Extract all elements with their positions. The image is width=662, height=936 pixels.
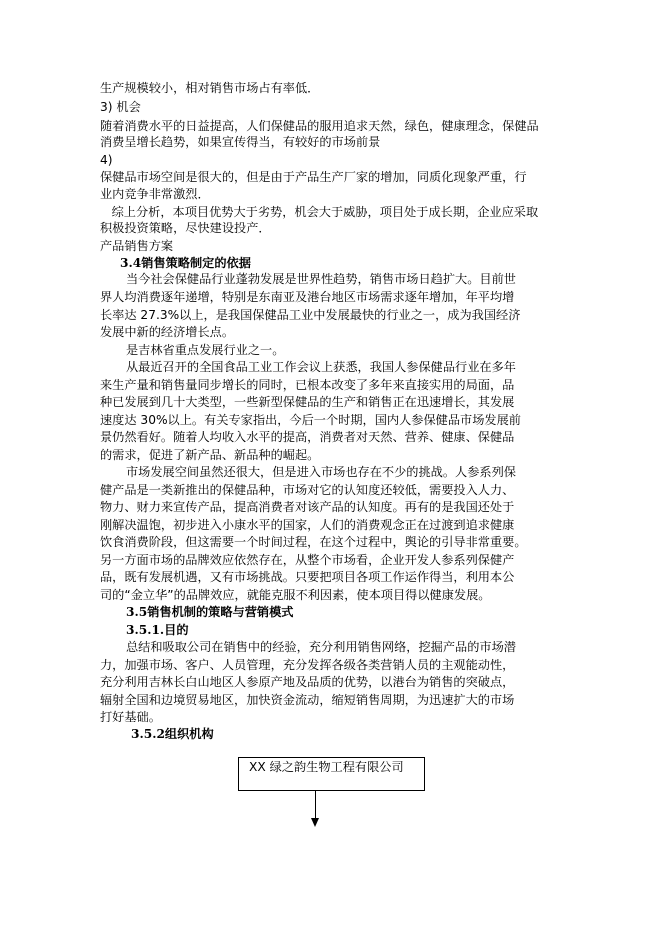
text-line: 健产品是一类新推出的保健品种，市场对它的认知度还较低，需要投入人力、 xyxy=(100,483,515,497)
section-heading: 3.4销售策略制定的依据 xyxy=(120,256,251,270)
text-line: 总结和吸取公司在销售中的经验，充分利用销售网络，挖掘产品的市场潜 xyxy=(126,640,516,654)
text-line: 发展中新的经济增长点。 xyxy=(100,325,235,339)
text-line: 物力、财力来宣传产品，提高消费者对该产品的认知度。再有的是我国还处于 xyxy=(100,500,515,514)
text-line: 品，既有发展机遇，又有市场挑战。只要把项目各项工作运作得当，利用本公 xyxy=(100,570,515,584)
text-line: 力，加强市场、客户、人员管理，充分发挥各级各类营销人员的主观能动性， xyxy=(100,658,515,672)
text-line: 市场发展空间虽然还很大，但是进入市场也存在不少的挑战。人参系列保 xyxy=(126,465,516,479)
text-line: 另一方面市场的品牌效应依然存在，从整个市场看，企业开发人参系列保健产 xyxy=(100,553,515,567)
text-line: 饮食消费阶段，但这需要一个时间过程，在这个过程中，舆论的引导非常重要。 xyxy=(100,535,527,549)
section-heading: 3.5销售机制的策略与营销模式 xyxy=(126,605,294,619)
text-line: 产品销售方案 xyxy=(100,239,174,253)
subsection-heading: 3.5.1.目的 xyxy=(126,623,189,637)
text-line: 综上分析，本项目优势大于劣势，机会大于威胁，项目处于成长期，企业应采取 xyxy=(100,205,539,219)
text-line: 界人均消费逐年递增，特别是东南亚及港台地区市场需求逐年增加，年平均增 xyxy=(100,290,515,304)
text-line: 司的“金立华”的品牌效应，就能克服不利因素，使本项目得以健康发展。 xyxy=(100,588,491,602)
text-line: 辐射全国和边境贸易地区，加快资金流动，缩短销售周期，为迅速扩大的市场 xyxy=(100,693,515,707)
text-line: 3) 机会 xyxy=(100,100,141,114)
text-line: 积极投资策略，尽快建设投产． xyxy=(100,221,271,235)
org-chart-box-label: XX 绿之韵生物工程有限公司 xyxy=(249,760,404,774)
text-line: 速度达 30%以上。有关专家指出，今后一个时期，国内人参保健品市场发展前 xyxy=(100,413,521,427)
text-line: 4) xyxy=(100,153,113,167)
org-chart-box xyxy=(238,757,425,791)
text-line: 种已发展到几十大类型，一些新型保健品的生产和销售正在迅速增长，其发展 xyxy=(100,395,515,409)
down-arrow-icon xyxy=(311,818,319,827)
text-line: 来生产量和销售量同步增长的同时，已根本改变了多年来直接实用的局面，品 xyxy=(100,378,515,392)
text-line: 消费呈增长趋势，如果宣传得当，有较好的市场前景 xyxy=(100,135,381,149)
text-line: 从最近召开的全国食品工业工作会议上获悉，我国人参保健品行业在多年 xyxy=(126,360,516,374)
text-line: 打好基础。 xyxy=(100,710,161,724)
text-line: 随着消费水平的日益提高，人们保健品的服用追求天然，绿色，健康理念，保健品 xyxy=(100,119,539,133)
text-line: 当今社会保健品行业蓬勃发展是世界性趋势，销售市场日趋扩大。目前世 xyxy=(126,272,516,286)
text-line: 景仍然看好。随着人均收入水平的提高，消费者对天然、营养、健康、保健品 xyxy=(100,430,515,444)
text-line: 充分利用吉林长白山地区人参原产地及品质的优势，以港台为销售的突破点， xyxy=(100,675,515,689)
text-line: 长率达 27.3%以上，是我国保健品工业中发展最快的行业之一，成为我国经济 xyxy=(100,308,521,322)
text-line: 是吉林省重点发展行业之一。 xyxy=(126,343,285,357)
subsection-heading: 3.5.2组织机构 xyxy=(131,727,214,741)
text-line: 业内竞争非常激烈． xyxy=(100,187,210,201)
text-line: 的需求，促进了新产品、新品种的崛起。 xyxy=(100,448,320,462)
text-line: 生产规模较小，相对销售市场占有率低． xyxy=(100,81,320,95)
org-chart-connector xyxy=(315,791,316,819)
text-line: 刚解决温饱，初步进入小康水平的国家，人们的消费观念正在过渡到追求健康 xyxy=(100,518,515,532)
text-line: 保健品市场空间是很大的，但是由于产品生产厂家的增加，同质化现象严重，行 xyxy=(100,170,527,184)
